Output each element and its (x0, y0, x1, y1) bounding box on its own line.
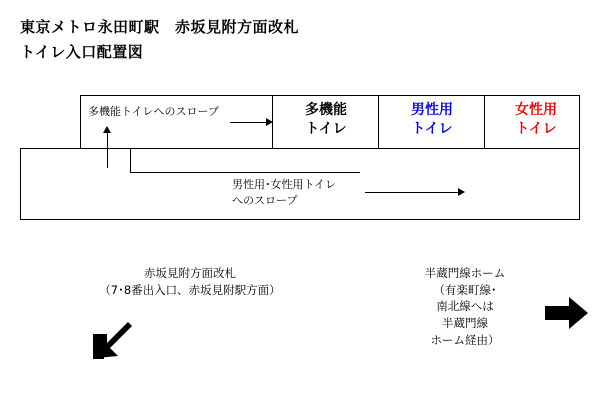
room-label-womens-line2: トイレ (515, 120, 557, 137)
room-label-womens-line1: 女性用 (515, 102, 557, 118)
room-label-mens-line1: 男性用 (411, 102, 453, 118)
wall-outer-right (579, 148, 580, 220)
hanzomon-line-caption-line5: ホーム経由） (430, 332, 500, 347)
corridor-up-arrow-head (103, 126, 111, 133)
exit-gate-caption-line1: 赤坂見附方面改札 (144, 266, 236, 280)
hanzomon-line-caption-line1: 半蔵門線ホーム (424, 266, 506, 280)
hanzomon-line-caption-line2: （有楽町線･ (433, 282, 497, 297)
room-label-multipurpose-line2: トイレ (305, 120, 347, 137)
page-title-line-2: トイレ入口配置図 (20, 43, 144, 61)
wall-corridor-left (80, 95, 81, 148)
room-label-mens (384, 101, 480, 139)
hanzomon-line-caption-line4: 半蔵門線 (442, 316, 488, 331)
hanzomon-line-caption-line3: 南北線へは (436, 299, 494, 314)
wall-lower-corridor-left (130, 148, 131, 173)
slope-mens-womens-label-line2: へのスロープ (232, 194, 298, 207)
room-label-multipurpose (278, 101, 374, 139)
slope-multipurpose-label: 多機能トイレへのスロープ (88, 105, 219, 118)
arrow-right-icon (545, 296, 589, 330)
wall-divider-2 (378, 95, 379, 149)
slope-multipurpose-arrow-line (230, 122, 268, 123)
wall-corridor-bottom (20, 148, 131, 149)
exit-gate-caption-line2: （7･8番出入口、赤坂見附駅方面） (99, 282, 281, 297)
slope-mens-womens-arrow-line (365, 192, 460, 193)
wall-outer-bottom (20, 219, 580, 220)
wall-toilet-bottom (130, 148, 580, 149)
room-label-multipurpose-line1: 多機能 (305, 102, 347, 118)
wall-lower-corridor-top (130, 172, 360, 173)
room-label-mens-line2: トイレ (411, 120, 453, 137)
page-title-line-1: 東京メトロ永田町駅 赤坂見附方面改札 (20, 18, 300, 36)
slope-multipurpose-arrow-head (266, 118, 273, 126)
room-label-womens (490, 101, 582, 139)
wall-outer-left (20, 148, 21, 220)
corridor-up-arrow-line (107, 132, 108, 168)
wall-top (80, 95, 580, 96)
slope-mens-womens-label-line1: 男性用･女性用トイレ (232, 178, 336, 191)
exit-gate-caption (60, 265, 320, 298)
slope-mens-womens-arrow-head (458, 188, 465, 196)
arrow-down-left-icon (88, 318, 134, 364)
wall-divider-3 (484, 95, 485, 149)
hanzomon-line-caption (395, 265, 535, 348)
